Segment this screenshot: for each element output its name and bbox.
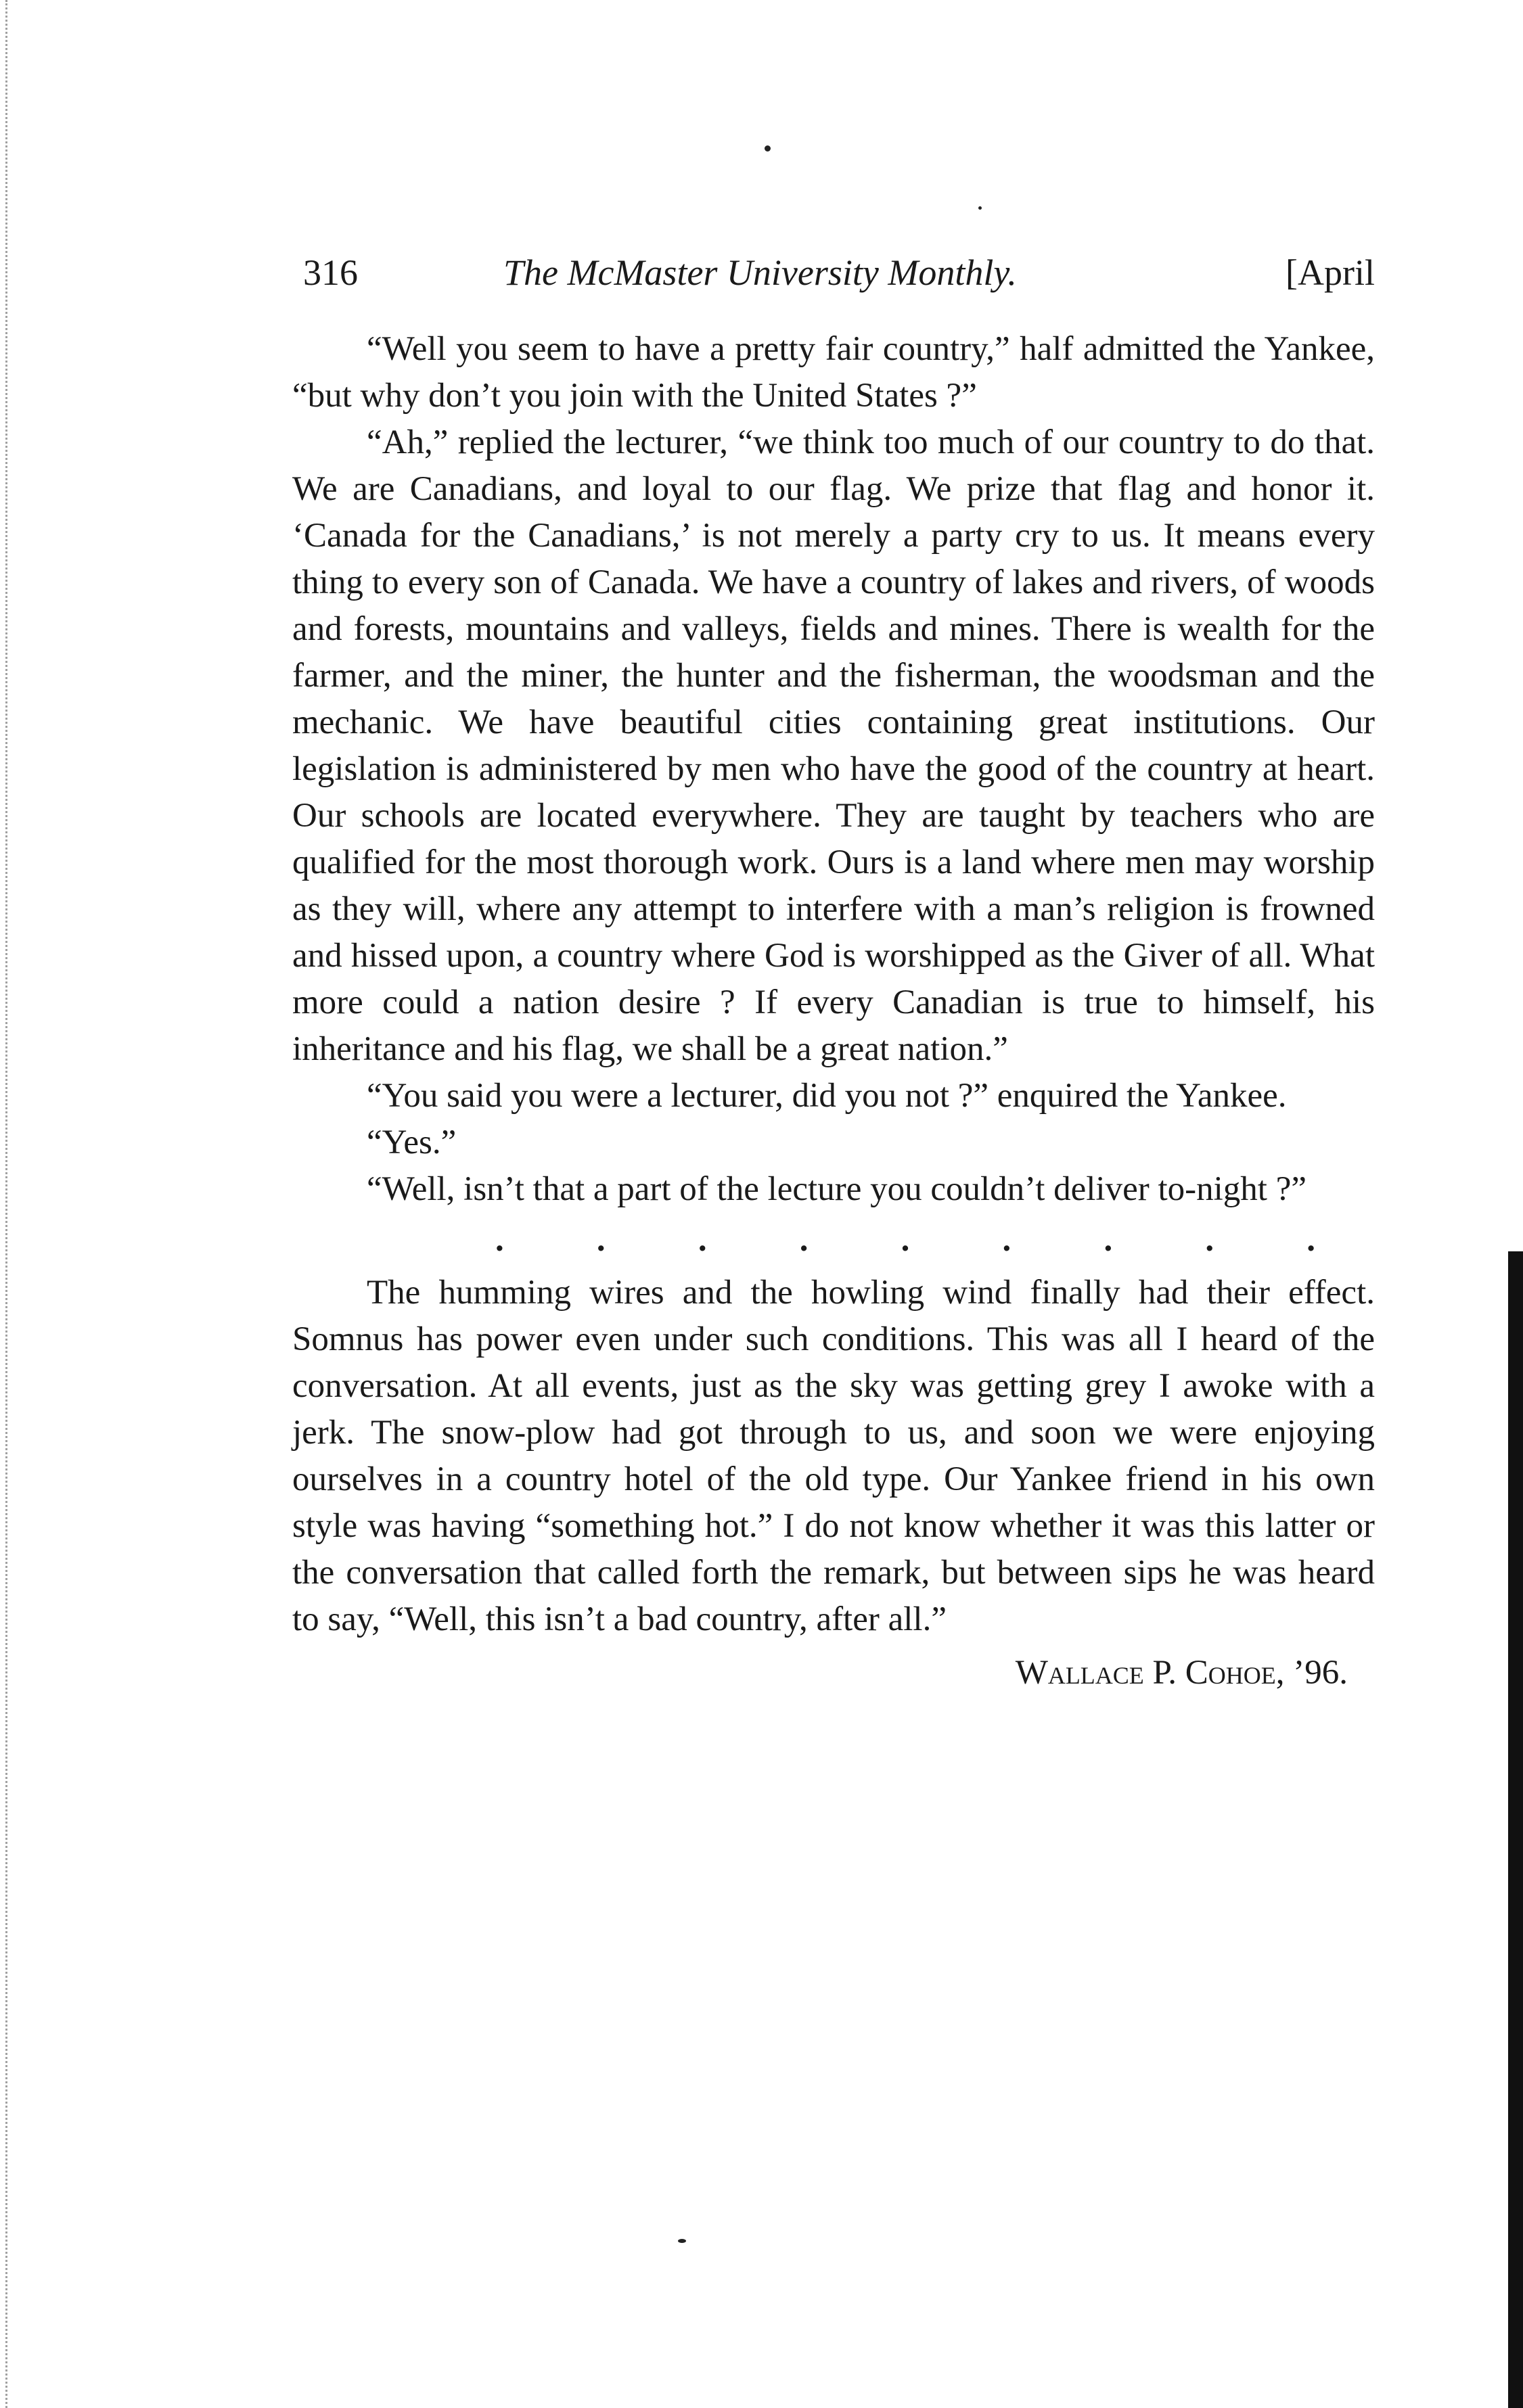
page-number: 316 [303, 252, 358, 293]
article-body [292, 326, 1375, 1643]
scan-right-edge-shadow [1508, 1251, 1523, 2408]
closing-paragraph: The humming wires and the howling wind finally had their effect. Somnus has power even under such conditions. This was all I heard of the conversation. At all events, just as the sky was getting grey I awoke with a jerk. The snow-plow had got through to us, and soon we were enjoying ourselves in a country hotel of the old type. Our Yankee friend in his own style was having “something hot.” I do not know whether it was this latter or the conversation that called forth the remark, but between sips he was heard to say, “Well, this isn’t a bad country, after all.” [292, 1274, 1375, 1638]
ellipsis-dot: . [1205, 1221, 1214, 1259]
paragraph: “Well, isn’t that a part of the lecture you couldn’t deliver to-night ?” [367, 1170, 1306, 1208]
ellipsis-dot: . [799, 1221, 809, 1259]
paragraph: “You said you were a lecturer, did you not ?” enquired the Yankee. [367, 1077, 1287, 1115]
ellipsis-dot: . [495, 1221, 504, 1259]
issue-month: [April [1286, 252, 1375, 293]
scan-edge-marks [5, 0, 18, 2408]
ellipsis-dot: . [596, 1221, 606, 1259]
running-header [292, 252, 1375, 326]
author-signature: Wallace P. Cohoe, ’96. [1015, 1654, 1348, 1692]
ellipsis-dot: . [1306, 1221, 1315, 1259]
scan-speck [765, 145, 771, 152]
ellipsis-dot: . [1002, 1221, 1011, 1259]
scan-speck [978, 206, 982, 210]
scan-speck [678, 2239, 686, 2243]
ellipsis-dot: . [1104, 1221, 1113, 1259]
book-page [292, 252, 1375, 1696]
paragraph: “Ah,” replied the lecturer, “we think too much of our country to do that. We are Canadians, and loyal to our flag. We prize that flag and honor it. ‘Canada for the Canadians,’ is not merely a party cry to us. It means every thing to every son of Canada. We have a country of lakes and rivers, of woods and forests, mountains and valleys, fields and mines. There is wealth for the farmer, and the miner, the hunter and the fisherman, the woodsman and the mechanic. We have beautiful cities containing great institutions. Our legislation is administered by men who have the good of the country at heart. Our schools are located everywhere. They are taught by teachers who are qualified for the most thorough work. Ours is a land where men may worship as they will, where any attempt to interfere with a man’s religion is frowned and hissed upon, a country where God is worshipped as the Giver of all. What more could a nation desire ? If every Canadian is true to himself, his inheritance and his flag, we shall be a great nation.” [292, 423, 1375, 1068]
ellipsis-dot: . [698, 1221, 707, 1259]
section-break-dots [292, 1221, 1375, 1270]
ellipsis-dot: . [901, 1221, 910, 1259]
paragraph: “Well you seem to have a pretty fair country,” half admitted the Yankee, “but why don’t you join with the United States ?” [292, 330, 1375, 415]
paragraph: “Yes.” [367, 1124, 457, 1161]
running-title: The McMaster University Monthly. [503, 252, 1017, 293]
